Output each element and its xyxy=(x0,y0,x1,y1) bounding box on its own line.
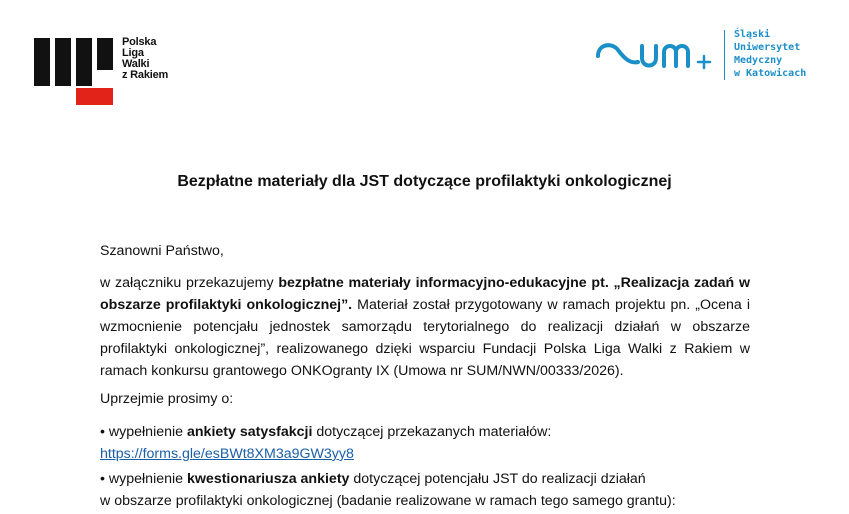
sum-logo-line: w Katowicach xyxy=(734,68,807,79)
logo-bar xyxy=(76,38,92,86)
sum-logo-text xyxy=(734,28,824,80)
logo-divider xyxy=(724,30,725,80)
logo-red-block xyxy=(76,88,113,105)
document-title: Bezpłatne materiały dla JST dotyczące profilaktyki onkologicznej xyxy=(177,173,672,190)
intro-text: Materiał został przygotowany w ramach projektu pn. „Ocena i wzmocnienie potencjału jednostek samorządu terytorialnego do realizacji działań w obszarze profilaktyki onkologicznej”, realizowanego dzięki wsparciu Fundacji Polska Liga Walki z Rakiem w ramach konkursu grantowego ONKOgranty IX (Umowa nr SUM/NWN/00333/2026). xyxy=(100,297,750,379)
plwr-logo-text xyxy=(122,37,202,81)
intro-paragraph xyxy=(100,272,750,382)
sum-logo xyxy=(594,28,824,86)
bullet-text: dotyczącej przekazanych materiałów: xyxy=(312,424,552,440)
bullet-satisfaction-survey xyxy=(100,421,750,465)
sum-logo-mark xyxy=(594,34,718,76)
sum-logo-line: Medyczny xyxy=(734,55,783,66)
bullet-questionnaire xyxy=(100,468,750,512)
plwr-logo xyxy=(34,38,204,106)
greeting: Szanowni Państwo, xyxy=(100,243,224,259)
plwr-logo-line: Walki xyxy=(122,58,150,70)
logo-bar xyxy=(34,38,50,86)
bullet-text: dotyczącej potencjału JST do realizacji działań xyxy=(349,471,646,487)
bullet-text: • wypełnienie xyxy=(100,471,187,487)
logo-bar xyxy=(55,38,71,86)
plwr-logo-line: z Rakiem xyxy=(122,69,169,81)
plwr-logo-line: Liga xyxy=(122,47,144,59)
bullet-bold-text: ankiety satysfakcji xyxy=(187,424,313,440)
request-text: Uprzejmie prosimy o: xyxy=(100,391,234,407)
bullet-text: w obszarze profilaktyki onkologicznej (badanie realizowane w ramach tego samego grantu): xyxy=(100,493,676,509)
logo-bar xyxy=(97,38,113,70)
sum-logo-line: Uniwersytet xyxy=(734,42,801,53)
survey-link[interactable]: https://forms.gle/esBWt8XM3a9GW3yy8 xyxy=(100,446,354,462)
sum-logo-line: Śląski xyxy=(734,29,771,40)
plwr-logo-line: Polska xyxy=(122,36,157,48)
bullet-text: • wypełnienie xyxy=(100,424,187,440)
intro-bold-text: bezpłatne materiały informacyjno-edukacyjne pt. „Realizacja zadań w obszarze profilaktyki onkologicznej”. xyxy=(100,275,751,313)
bullet-bold-text: kwestionariusza ankiety xyxy=(187,471,350,487)
intro-text: w załączniku przekazujemy xyxy=(100,275,279,291)
